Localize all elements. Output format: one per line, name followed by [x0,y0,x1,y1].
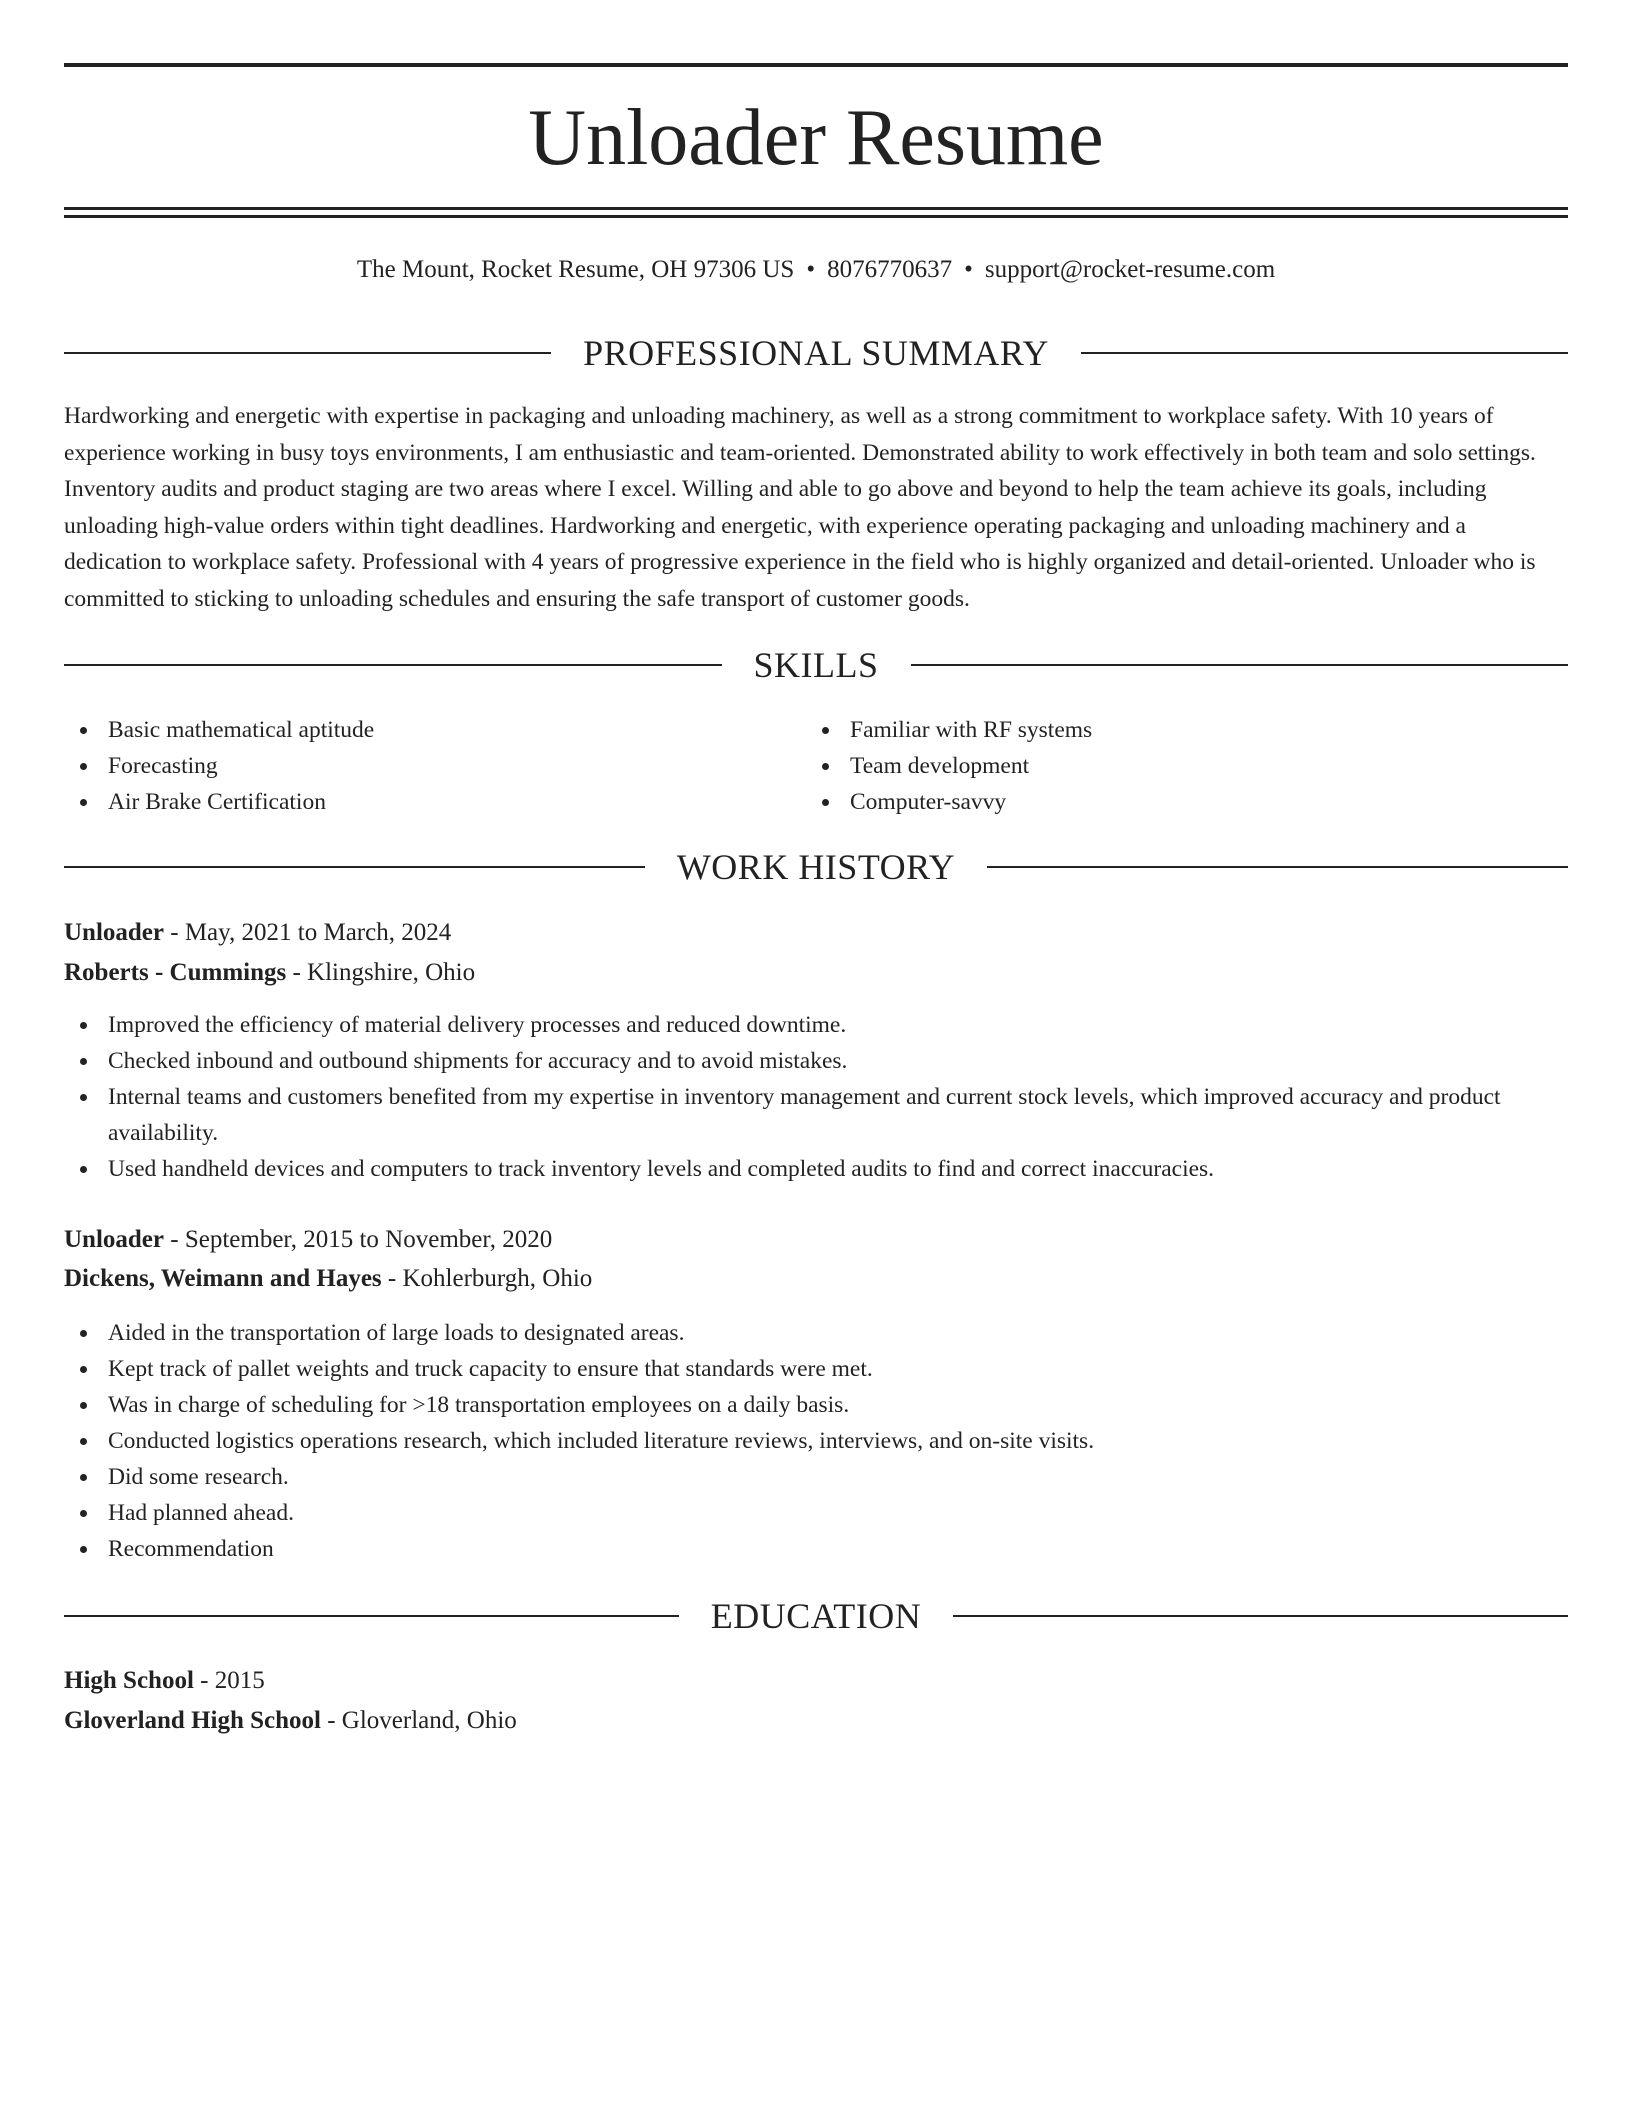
employer-line [64,955,1568,991]
title-rule-upper [64,207,1568,210]
job-bullet: Recommendation [64,1531,1568,1567]
job-bullet: Checked inbound and outbound shipments for accuracy and to avoid mistakes. [64,1043,1568,1079]
job-bullet: Conducted logistics operations research, which included literature reviews, interviews, and on-site visits. [64,1423,1568,1459]
job-bullet: Used handheld devices and computers to track inventory levels and completed audits to find and correct inaccuracies. [64,1151,1568,1187]
school-name: Gloverland High School [64,1707,321,1734]
employer-name: Roberts - Cummings [64,959,287,986]
job-dates: - September, 2015 to November, 2020 [164,1226,553,1253]
section-rule-left [64,1615,679,1617]
work-heading: WORK HISTORY [676,847,956,887]
top-rule [64,63,1568,67]
job-bullets [64,1315,1568,1567]
section-rule-right [911,664,1569,666]
degree-year: - 2015 [193,1667,265,1694]
job-dates: - May, 2021 to March, 2024 [164,919,452,946]
employer-name: Dickens, Weimann and Hayes [64,1265,382,1292]
degree-line [64,1663,1568,1699]
job-title-line [64,1222,1568,1258]
section-rule-left [64,664,722,666]
section-rule-left [64,352,551,354]
degree-name: High School [64,1667,194,1694]
job-title: Unloader [64,919,164,946]
job-bullet: Improved the efficiency of material delivery processes and reduced downtime. [64,1007,1568,1043]
school-line [64,1703,1568,1739]
education-heading: EDUCATION [710,1596,922,1636]
contact-separator: • [964,256,973,283]
contact-separator: • [806,256,816,283]
contact-email: support@rocket-resume.com [984,256,1276,283]
section-rule-right [987,866,1568,868]
skill-item: Familiar with RF systems [806,712,1506,748]
summary-section-header [64,333,1568,373]
skill-item: Basic mathematical aptitude [64,712,764,748]
job-bullet: Had planned ahead. [64,1495,1568,1531]
skill-item: Forecasting [64,748,764,784]
employer-location: - Klingshire, Ohio [286,959,476,986]
skills-heading: SKILLS [753,645,879,685]
section-rule-right [953,1615,1568,1617]
education-section-header [64,1596,1568,1636]
job-bullet: Was in charge of scheduling for >18 transportation employees on a daily basis. [64,1387,1568,1423]
summary-text: Hardworking and energetic with expertise in packaging and unloading machinery, as well as a strong commitment to workplace safety. With 10 years of experience working in busy toys environments, I am enthusiastic and team-oriented. Demonstrated ability to work effectively in both team and solo settings. Inventory audits and product staging are two areas where I excel. Willing and able to go above and beyond to help the team achieve its goals, including unloading high-value orders within tight deadlines. Hardworking and energetic, with experience operating packaging and unloading machinery and a dedication to workplace safety. Professional with 4 years of progressive experience in the field who is highly organized and detail-oriented. Unloader who is committed to sticking to unloading schedules and ensuring the safe transport of customer goods. [64,403,1536,612]
job-bullet: Did some research. [64,1459,1568,1495]
employer-line [64,1261,1568,1297]
summary-heading: PROFESSIONAL SUMMARY [583,333,1049,373]
contact-line [64,253,1568,287]
school-location: - Gloverland, Ohio [320,1707,517,1734]
job-bullet: Kept track of pallet weights and truck capacity to ensure that standards were met. [64,1351,1568,1387]
contact-phone: 8076770637 [827,256,953,283]
job-bullet: Aided in the transportation of large loads to designated areas. [64,1315,1568,1351]
section-rule-left [64,866,645,868]
skill-item: Computer-savvy [806,784,1506,820]
resume-title: Unloader Resume [528,94,1104,182]
job-title: Unloader [64,1226,164,1253]
skills-list-right [806,712,1506,820]
employer-location: - Kohlerburgh, Ohio [381,1265,593,1292]
job-bullets [64,1007,1568,1187]
title-rule-lower [64,215,1568,218]
job-title-line [64,915,1568,951]
section-rule-right [1081,352,1568,354]
work-section-header [64,847,1568,887]
skills-list-left [64,712,764,820]
skill-item: Air Brake Certification [64,784,764,820]
contact-address: The Mount, Rocket Resume, OH 97306 US [356,256,795,283]
job-bullet: Internal teams and customers benefited from my expertise in inventory management and current stock levels, which improved accuracy and product availability. [64,1079,1568,1151]
skill-item: Team development [806,748,1506,784]
skills-section-header [64,645,1568,685]
